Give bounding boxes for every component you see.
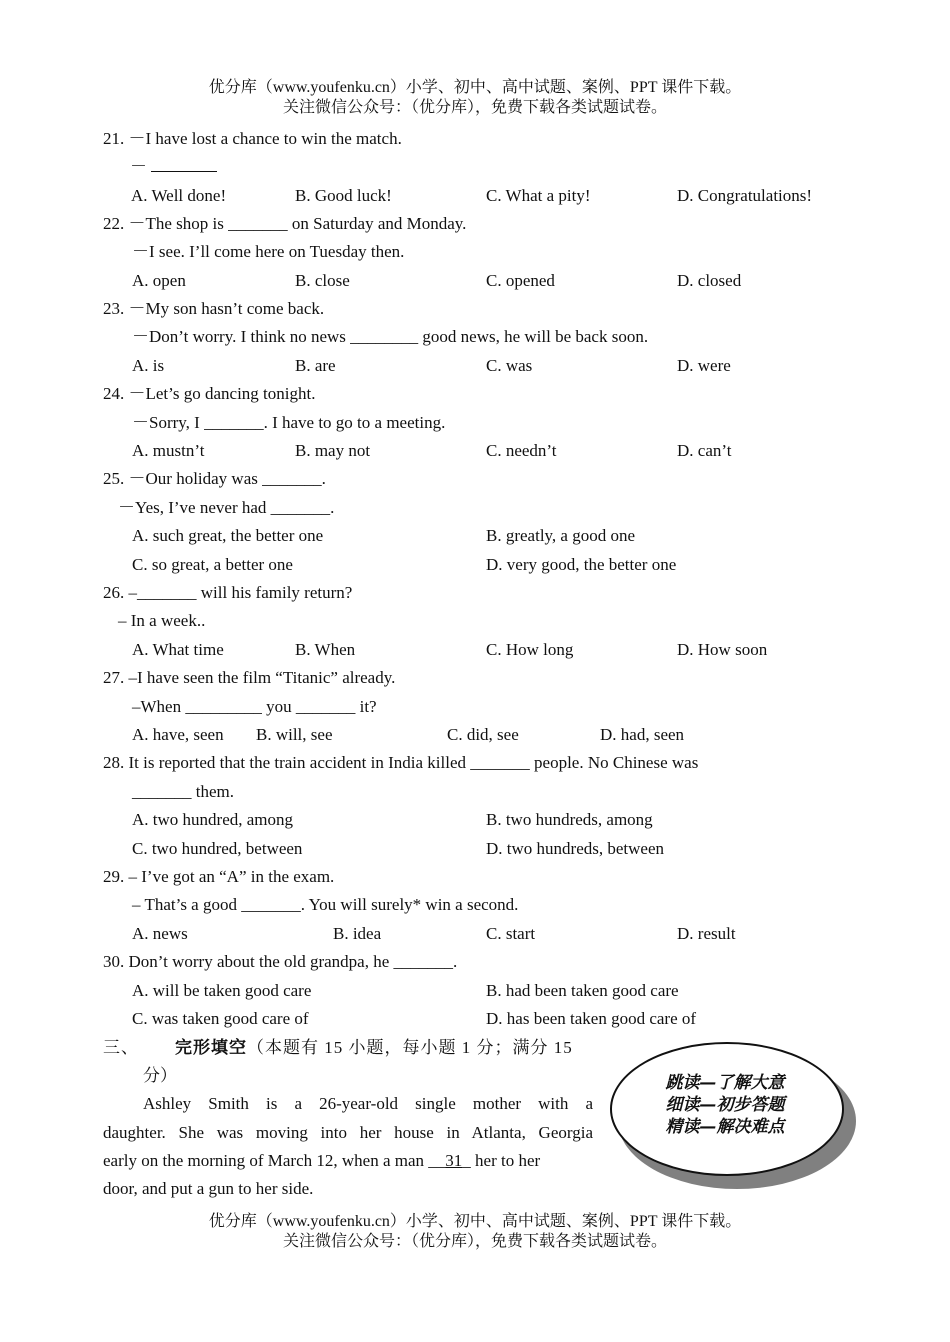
option-30-d: D. has been taken good care of — [486, 1009, 697, 1028]
option-24-c: C. needn’t — [486, 441, 557, 460]
option-28-d: D. two hundreds, between — [486, 839, 664, 858]
question-30: 30. Don’t worry about the old grandpa, he _______. — [103, 952, 458, 971]
option-26-b: B. When — [295, 640, 356, 659]
option-28-a: A. two hundred, among — [132, 810, 294, 829]
reading-tip-bubble — [608, 1040, 862, 1196]
option-21-a: A. Well done! — [131, 186, 227, 205]
option-24-a: A. mustn’t — [132, 441, 205, 460]
option-27-b: B. will, see — [256, 725, 333, 744]
tip-detail: 细读—初步答题 — [665, 1095, 785, 1115]
option-28-b: B. two hundreds, among — [486, 810, 653, 829]
passage-line-3: early on the morning of March 12, when a man __31_ her to her — [103, 1151, 541, 1170]
option-21-b: B. Good luck! — [295, 186, 392, 205]
tip-intensive: 精读—解决难点 — [665, 1117, 785, 1137]
option-23-b: B. are — [295, 356, 336, 375]
option-22-a: A. open — [132, 271, 186, 290]
blank-31: 31 — [445, 1151, 463, 1170]
option-25-d: D. very good, the better one — [486, 555, 677, 574]
question-25: 25. －Our holiday was _______. — [103, 469, 326, 488]
question-24-response: －Sorry, I _______. I have to go to a meeting. — [132, 413, 446, 432]
tip-skim: 跳读—了解大意 — [665, 1073, 785, 1093]
question-26-response: – In a week.. — [118, 611, 206, 630]
option-27-c: C. did, see — [447, 725, 519, 744]
question-29: 29. – I’ve got an “A” in the exam. — [103, 867, 335, 886]
section-3-heading — [103, 1037, 573, 1059]
option-26-c: C. How long — [486, 640, 574, 659]
option-26-a: A. What time — [132, 640, 224, 659]
option-27-d: D. had, seen — [600, 725, 685, 744]
question-21: 21. －I have lost a chance to win the match. — [103, 129, 402, 148]
section-3-note-end: 分） — [143, 1066, 177, 1085]
page-footer-line-2: 关注微信公众号：（优分库），免费下载各类试题试卷。 — [282, 1233, 667, 1250]
option-29-c: C. start — [486, 924, 536, 943]
option-25-c: C. so great, a better one — [132, 555, 293, 574]
question-23-response: －Don’t worry. I think no news ________ good news, he will be back soon. — [132, 327, 649, 346]
page-footer-line-1: 优分库（www.youfenku.cn）小学、初中、高中试题、案例、PPT 课件下载。 — [208, 1213, 742, 1230]
section-note: （本题有 15 小题，每小题 1 分；满分 15 — [247, 1038, 573, 1057]
section-title: 完形填空 — [175, 1038, 247, 1058]
option-23-d: D. were — [677, 356, 731, 375]
passage-line-1: Ashley Smith is a 26-year-old single mother with a — [143, 1094, 593, 1113]
answer-blank — [151, 156, 217, 172]
question-29-response: – That’s a good _______. You will surely* win a second. — [132, 895, 519, 914]
option-25-b: B. greatly, a good one — [486, 526, 636, 545]
option-25-a: A. such great, the better one — [132, 526, 324, 545]
question-28: 28. It is reported that the train accident in India killed _______ people. No Chinese was — [103, 753, 699, 772]
question-28-continuation: _______ them. — [132, 782, 234, 801]
option-29-b: B. idea — [333, 924, 382, 943]
option-23-c: C. was — [486, 356, 533, 375]
question-26: 26. –_______ will his family return? — [103, 583, 353, 602]
question-22: 22. －The shop is _______ on Saturday and Monday. — [103, 214, 467, 233]
option-21-d: D. Congratulations! — [677, 186, 813, 205]
option-23-a: A. is — [132, 356, 165, 375]
option-29-a: A. news — [132, 924, 188, 943]
bubble-text — [608, 1072, 842, 1138]
option-27-a: A. have, seen — [132, 725, 224, 744]
page-header-line-1: 优分库（www.youfenku.cn）小学、初中、高中试题、案例、PPT 课件下载。 — [208, 79, 742, 96]
option-21-c: C. What a pity! — [486, 186, 591, 205]
option-29-d: D. result — [677, 924, 736, 943]
option-30-c: C. was taken good care of — [132, 1009, 309, 1028]
option-22-b: B. close — [295, 271, 350, 290]
passage-line-4: door, and put a gun to her side. — [103, 1179, 314, 1198]
passage-line-2: daughter. She was moving into her house in Atlanta, Georgia — [103, 1123, 593, 1142]
option-24-d: D. can’t — [677, 441, 732, 460]
question-22-response: －I see. I’ll come here on Tuesday then. — [132, 242, 405, 261]
option-26-d: D. How soon — [677, 640, 768, 659]
question-24: 24. －Let’s go dancing tonight. — [103, 384, 316, 403]
question-27-response: –When _________ you _______ it? — [132, 697, 377, 716]
section-number: 三、 — [103, 1038, 139, 1057]
option-30-a: A. will be taken good care — [132, 981, 312, 1000]
option-24-b: B. may not — [295, 441, 371, 460]
question-23: 23. －My son hasn’t come back. — [103, 299, 325, 318]
question-21-response: － — [130, 156, 217, 178]
question-25-response: －Yes, I’ve never had _______. — [118, 498, 335, 517]
page-header-line-2: 关注微信公众号：（优分库），免费下载各类试题试卷。 — [282, 99, 667, 116]
option-22-d: D. closed — [677, 271, 742, 290]
option-28-c: C. two hundred, between — [132, 839, 303, 858]
option-30-b: B. had been taken good care — [486, 981, 679, 1000]
option-22-c: C. opened — [486, 271, 555, 290]
question-27: 27. –I have seen the film “Titanic” already. — [103, 668, 396, 687]
